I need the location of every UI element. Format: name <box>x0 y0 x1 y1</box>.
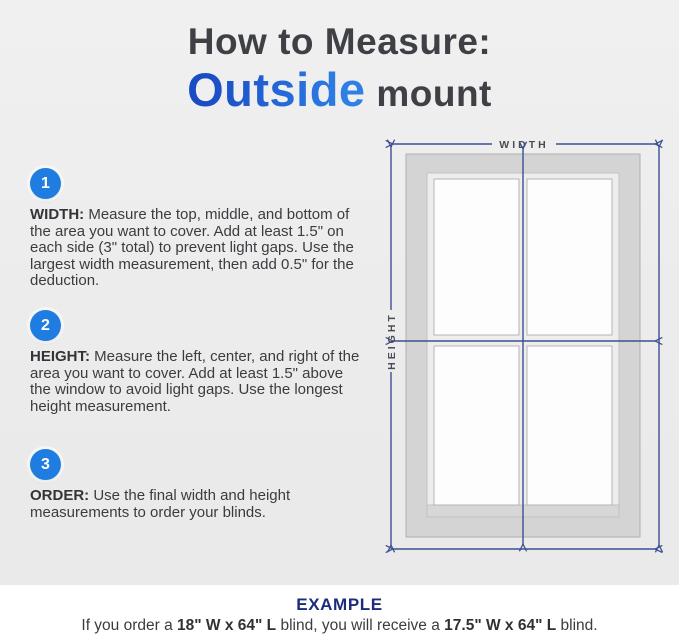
step-2-badge: 2 <box>30 310 61 341</box>
step-1-body: Measure the top, middle, and bottom of the area you want to cover. Add at least 1.5" on each side (3" total) to prevent light gaps. Use the largest width measurement, then add 0.5" for the deduction. <box>30 206 354 290</box>
window-pane-bottom-left <box>434 346 519 505</box>
step-1-badge: 1 <box>30 168 61 199</box>
step-1-label: WIDTH: <box>30 206 85 223</box>
step-3-body: Use the final width and height measurements to order your blinds. <box>30 487 291 521</box>
step-3 <box>30 449 370 521</box>
title-highlight: Outside <box>187 62 366 116</box>
page-title <box>0 22 679 114</box>
step-2-label: HEIGHT: <box>30 348 90 365</box>
step-1 <box>30 168 370 290</box>
window-pane-top-right <box>527 179 612 335</box>
step-2-body: Measure the left, center, and right of the area you want to cover. Add at least 1.5" above the window to avoid light gaps. Use the longest height measurement. <box>30 348 360 415</box>
title-line1: How to Measure: <box>187 21 492 62</box>
window-pane-top-left <box>434 179 519 335</box>
example-part1: If you order a <box>81 617 178 634</box>
example-part2: blind, you will receive a <box>276 617 445 634</box>
example-size-received: 17.5" W x 64" L <box>444 617 557 634</box>
step-3-badge: 3 <box>30 449 61 480</box>
example-part3: blind. <box>556 617 598 634</box>
step-2-text <box>30 349 360 415</box>
step-1-text <box>30 207 360 290</box>
height-label: HEIGHT <box>385 312 398 370</box>
example-section <box>0 585 679 644</box>
step-2 <box>30 310 370 415</box>
example-heading: EXAMPLE <box>296 595 383 614</box>
step-3-text <box>30 488 360 521</box>
window-pane-bottom-right <box>527 346 612 505</box>
example-size-ordered: 18" W x 64" L <box>177 617 277 634</box>
window-measure-diagram <box>375 125 675 570</box>
step-3-label: ORDER: <box>30 487 90 504</box>
title-suffix: mount <box>365 72 492 114</box>
example-text <box>0 617 679 635</box>
width-label: WIDTH <box>499 138 549 151</box>
title-line2 <box>0 62 679 116</box>
